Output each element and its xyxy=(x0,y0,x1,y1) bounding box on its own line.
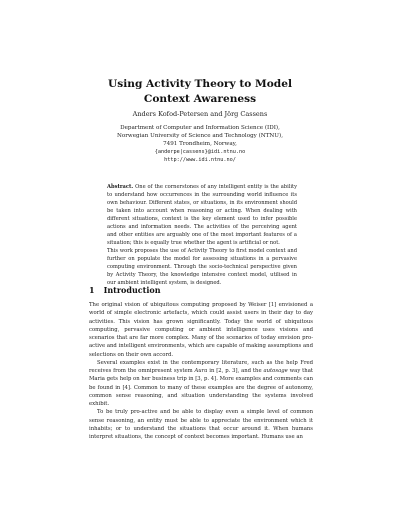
section-title: Introduction xyxy=(103,285,161,295)
body-text xyxy=(89,301,313,441)
body-p2-part-c: way that Maria gets help on her business trip in [3, p. 4]. More examples and comments can be found in [4]. Common to many of these examples are the degree of autonomy, common sense reasoning, and situation understanding the systems involved exhibit. xyxy=(89,368,313,407)
affiliation-url[interactable]: http://www.idi.ntnu.no/ xyxy=(164,157,236,164)
body-p2-part-b: in [2, p. 3], and the xyxy=(207,368,264,374)
abstract-label: Abstract. xyxy=(107,184,134,190)
abstract xyxy=(107,183,297,287)
section-number: 1 xyxy=(89,285,95,295)
body-p2-autosage: autosage xyxy=(263,368,288,374)
body-p2-aura: Aura xyxy=(194,368,208,374)
abstract-paragraph-1 xyxy=(107,183,297,247)
affiliation xyxy=(70,124,330,164)
title-line-1: Using Activity Theory to Model xyxy=(108,78,292,90)
authors: Anders Kofod-Petersen and Jörg Cassens xyxy=(132,110,268,118)
affiliation-department: Department of Computer and Information Science (IDI), xyxy=(120,125,280,131)
affiliation-university: Norwegian University of Science and Technology (NTNU), xyxy=(117,133,283,140)
abstract-text-1: One of the cornerstones of any intelligent entity is the ability to understand how occurrences in the surrounding world influence its own behaviour. Different states, or situations, in its environment should be taken into account when reasoning or acting. When dealing with different situations, context is the key element used to infer possible actions and information needs. The activities of the perceiving agent and other entities are arguably one of the most important features of a situation; this is equally true whether the agent is artificial or not. xyxy=(107,184,297,246)
section-heading xyxy=(89,285,161,295)
body-p2-part-a: Several examples exist in the contemporary literature, such as the help Fred receives from the omnipresent system xyxy=(89,359,313,374)
affiliation-email[interactable]: {anderpe|cassens}@idi.ntnu.no xyxy=(154,149,246,156)
body-paragraph-3: To be truly pro-active and be able to display even a simple level of common sense reasoning, an entity must be able to appreciate the environment which it inhabits; or to understand the situations that occur around it. When humans interpret situations, the concept of context becomes important. Humans use an xyxy=(89,409,313,440)
abstract-paragraph-2: This work proposes the use of Activity Theory to first model context and further on populate the model for assessing situations in a pervasive computing environment. Through the socio-technical perspective given by Activity Theory, the knowledge intensive context model, utilised in our ambient intelligent system, is designed. xyxy=(107,248,297,286)
title-line-2: Context Awareness xyxy=(143,93,257,105)
affiliation-city: 7491 Trondheim, Norway, xyxy=(163,141,237,148)
body-paragraph-2 xyxy=(89,359,313,409)
paper-title xyxy=(60,77,340,107)
body-paragraph-1: The original vision of ubiquitous computing proposed by Weiser [1] envisioned a world of simple electronic artefacts, which could assist users in their day to day activities. This vision has grown significantly. Today the world of ubiquitous computing, pervasive computing or ambient intelligence uses visions and scenarios that are far more complex. Many of the scenarios of today envision pro-active and intelligent environments, which are capable of making assumptions and selections on their own accord. xyxy=(89,302,313,358)
